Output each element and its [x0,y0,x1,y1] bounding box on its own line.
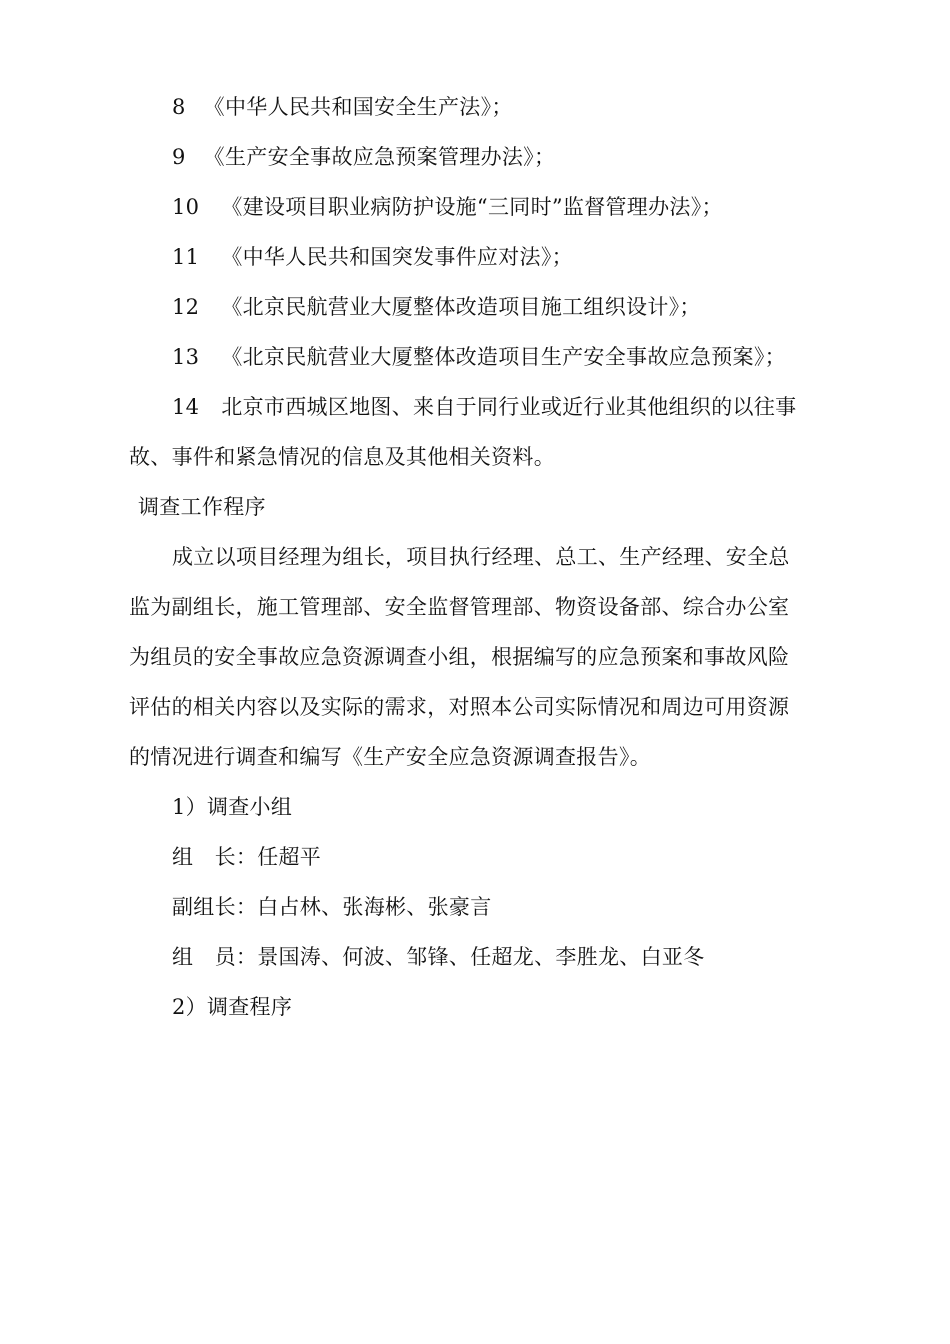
reference-item-14-continuation: 故、事件和紧急情况的信息及其他相关资料。 [129,445,555,469]
reference-item-10 [172,192,723,222]
reference-number: 14 [172,395,200,419]
group-members: 组 员：景国涛、何波、邹锋、任超龙、李胜龙、白亚冬 [172,945,705,969]
paragraph-line-3: 为组员的安全事故应急资源调查小组，根据编写的应急预案和事故风险 [129,645,790,669]
reference-text: 《北京民航营业大厦整体改造项目施工组织设计》； [221,295,701,319]
reference-number: 9 [172,145,186,169]
survey-group-title: 1）调查小组 [172,795,293,819]
reference-text: 《中华人民共和国安全生产法》； [203,95,513,119]
reference-text: 《建设项目职业病防护设施“三同时”监督管理办法》； [221,195,723,219]
reference-text: 《中华人民共和国突发事件应对法》； [221,245,573,269]
paragraph-line-2: 监为副组长，施工管理部、安全监督管理部、物资设备部、综合办公室 [129,595,790,619]
reference-item-12 [172,292,701,322]
deputy-leaders: 副组长：白占林、张海彬、张豪言 [172,895,492,919]
reference-text: 《北京民航营业大厦整体改造项目生产安全事故应急预案》； [221,345,786,369]
reference-item-8 [172,92,513,122]
reference-item-14 [172,392,796,422]
paragraph-line-5: 的情况进行调查和编写《生产安全应急资源调查报告》。 [129,745,651,769]
reference-item-13 [172,342,786,372]
reference-text: 《生产安全事故应急预案管理办法》； [203,145,556,169]
paragraph-line-4: 评估的相关内容以及实际的需求，对照本公司实际情况和周边可用资源 [129,695,790,719]
reference-number: 8 [172,95,186,119]
reference-number: 10 [172,195,200,219]
reference-item-11 [172,242,573,272]
reference-text: 北京市西城区地图、来自于同行业或近行业其他组织的以往事 [221,395,797,419]
reference-number: 12 [172,295,200,319]
reference-number: 13 [172,345,200,369]
paragraph-line-1: 成立以项目经理为组长，项目执行经理、总工、生产经理、安全总 [172,545,790,569]
group-leader: 组 长：任超平 [172,845,322,869]
procedure-title: 2）调查程序 [172,995,293,1019]
section-heading: 调查工作程序 [138,495,266,519]
reference-number: 11 [172,245,200,269]
reference-item-9 [172,142,555,172]
